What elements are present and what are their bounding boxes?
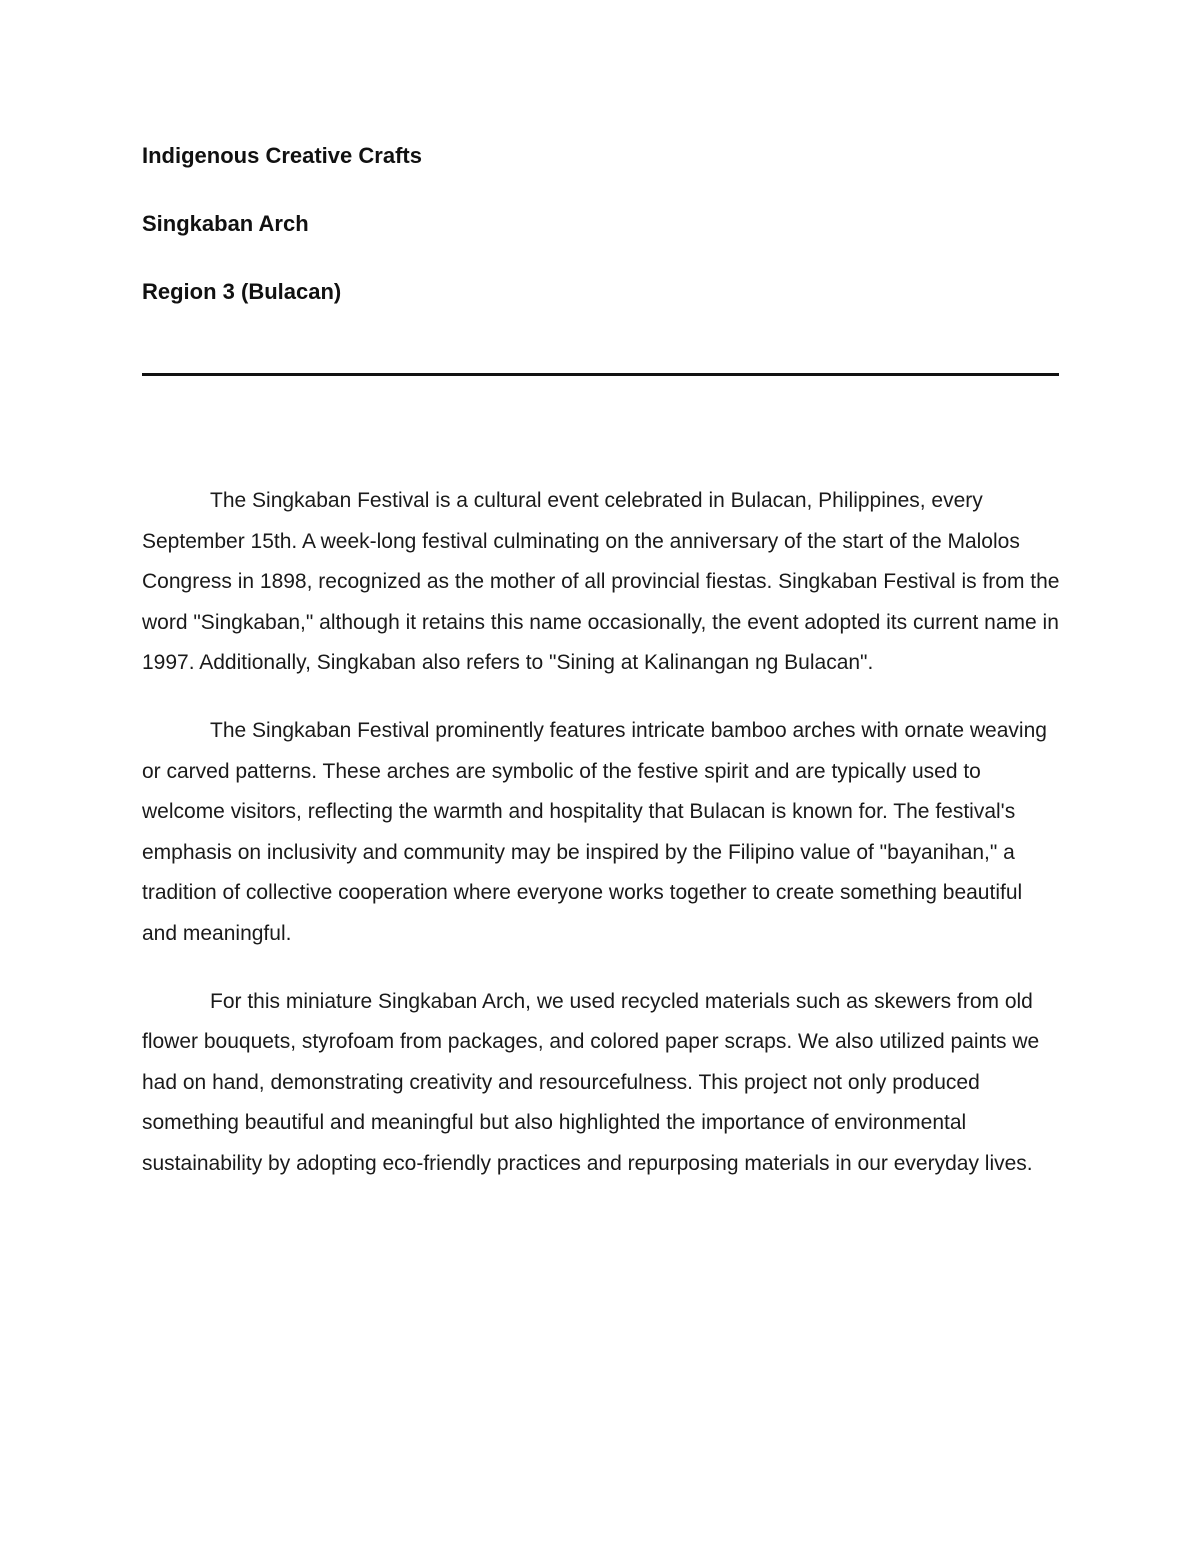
horizontal-divider xyxy=(142,373,1059,376)
body-paragraph: The Singkaban Festival prominently features intricate bamboo arches with ornate weaving or carved patterns. These arches are symbolic of the festive spirit and are typically used to welcome visitors, reflecting the warmth and hospitality that Bulacan is known for. The festival's emphasis on inclusivity and community may be inspired by the Filipino value of "bayanihan," a tradition of collective cooperation where everyone works together to create something beautiful and meaningful. xyxy=(142,718,1047,945)
body-paragraph: For this miniature Singkaban Arch, we used recycled materials such as skewers from old flower bouquets, styrofoam from packages, and colored paper scraps. We also utilized paints we had on hand, demonstrating creativity and resourcefulness. This project not only produced something beautiful and meaningful but also highlighted the importance of environmental sustainability by adopting eco-friendly practices and repurposing materials in our everyday lives. xyxy=(142,989,1040,1175)
document-title: Indigenous Creative Crafts xyxy=(142,143,422,168)
document-subtitle: Singkaban Arch xyxy=(142,211,309,236)
document-body xyxy=(142,481,1060,1212)
body-paragraph: The Singkaban Festival is a cultural event celebrated in Bulacan, Philippines, every September 15th. A week-long festival culminating on the anniversary of the start of the Malolos Congress in 1898, recognized as the mother of all provincial fiestas. Singkaban Festival is from the word "Singkaban," although it retains this name occasionally, the event adopted its current name in 1997. Additionally, Singkaban also refers to "Sining at Kalinangan ng Bulacan". xyxy=(142,489,1060,675)
document-region: Region 3 (Bulacan) xyxy=(142,279,342,304)
